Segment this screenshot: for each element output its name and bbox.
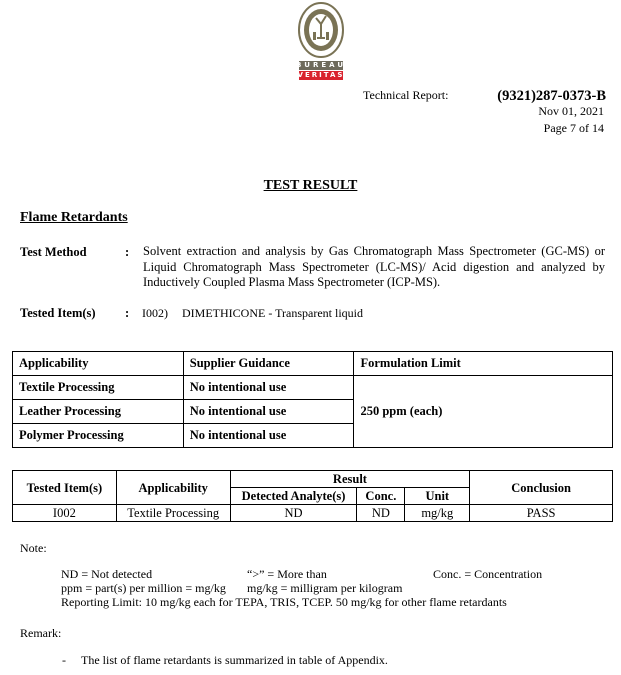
tested-items-label: Tested Item(s) xyxy=(20,306,96,320)
table-row xyxy=(13,505,613,522)
logo-line1: BUREAU xyxy=(295,61,347,69)
report-label: Technical Report: xyxy=(363,88,449,102)
results-header-items: Tested Item(s) xyxy=(13,471,117,505)
remark-text: The list of flame retardants is summarized in table of Appendix. xyxy=(81,653,388,667)
test-method-colon: : xyxy=(125,245,130,259)
limits-header-formulation: Formulation Limit xyxy=(354,352,613,376)
limits-header-applicability: Applicability xyxy=(13,352,184,376)
note-mgkg: mg/kg = milligram per kilogram xyxy=(247,581,403,595)
results-header-conclusion: Conclusion xyxy=(470,471,613,505)
note-nd: ND = Not detected xyxy=(61,567,153,581)
results-header-applicability: Applicability xyxy=(116,471,230,505)
logo-emblem-icon xyxy=(286,2,356,82)
bureau-veritas-logo xyxy=(286,2,356,82)
report-date: Nov 01, 2021 xyxy=(538,104,604,118)
limits-guidance: No intentional use xyxy=(183,376,354,400)
limits-header-guidance: Supplier Guidance xyxy=(183,352,354,376)
limits-applicability: Textile Processing xyxy=(13,376,184,400)
table-row xyxy=(13,376,613,400)
remark-bullet: - xyxy=(62,653,66,667)
logo-line2: VERITAS xyxy=(297,71,345,79)
result-conc: ND xyxy=(357,505,405,522)
limits-guidance: No intentional use xyxy=(183,400,354,424)
remark-label: Remark: xyxy=(20,626,62,640)
tested-item-description: DIMETHICONE - Transparent liquid xyxy=(182,306,363,320)
result-item: I002 xyxy=(13,505,117,522)
report-number: (9321)287-0373-B xyxy=(497,88,606,104)
result-detected: ND xyxy=(230,505,357,522)
note-label: Note: xyxy=(20,541,47,555)
limits-applicability: Polymer Processing xyxy=(13,424,184,448)
page-number: Page 7 of 14 xyxy=(543,121,604,135)
tested-item-code: I002) xyxy=(142,306,168,320)
results-header-detected: Detected Analyte(s) xyxy=(230,488,357,505)
page-title: TEST RESULT xyxy=(263,178,358,193)
result-unit: mg/kg xyxy=(405,505,470,522)
note-conc: Conc. = Concentration xyxy=(433,567,543,581)
result-conclusion: PASS xyxy=(470,505,613,522)
test-method-text: Solvent extraction and analysis by Gas Chromatograph Mass Spectrometer (GC-MS) or Liquid Chromatograph Mass Spectrometer (LC-MS)/ Acid digestion and analyzed by Inductively Coupled Plasma Mass Spectrometer (ICP-MS). xyxy=(143,244,605,289)
limits-table xyxy=(12,351,613,448)
limits-guidance: No intentional use xyxy=(183,424,354,448)
note-reporting-limit: Reporting Limit: 10 mg/kg each for TEPA, TRIS, TCEP. 50 mg/kg for other flame retardants xyxy=(61,595,507,609)
note-ppm: ppm = part(s) per million = mg/kg xyxy=(61,581,226,595)
section-title: Flame Retardants xyxy=(20,210,128,225)
limits-applicability: Leather Processing xyxy=(13,400,184,424)
results-header-result: Result xyxy=(230,471,470,488)
results-table xyxy=(12,470,613,522)
tested-items-colon: : xyxy=(125,306,130,320)
test-method-label: Test Method xyxy=(20,245,87,259)
results-header-conc: Conc. xyxy=(357,488,405,505)
results-header-unit: Unit xyxy=(405,488,470,505)
note-more-than: “>” = More than xyxy=(247,567,327,581)
result-applicability: Textile Processing xyxy=(116,505,230,522)
formulation-limit-value: 250 ppm (each) xyxy=(354,376,613,448)
limits-header-row xyxy=(13,352,613,376)
